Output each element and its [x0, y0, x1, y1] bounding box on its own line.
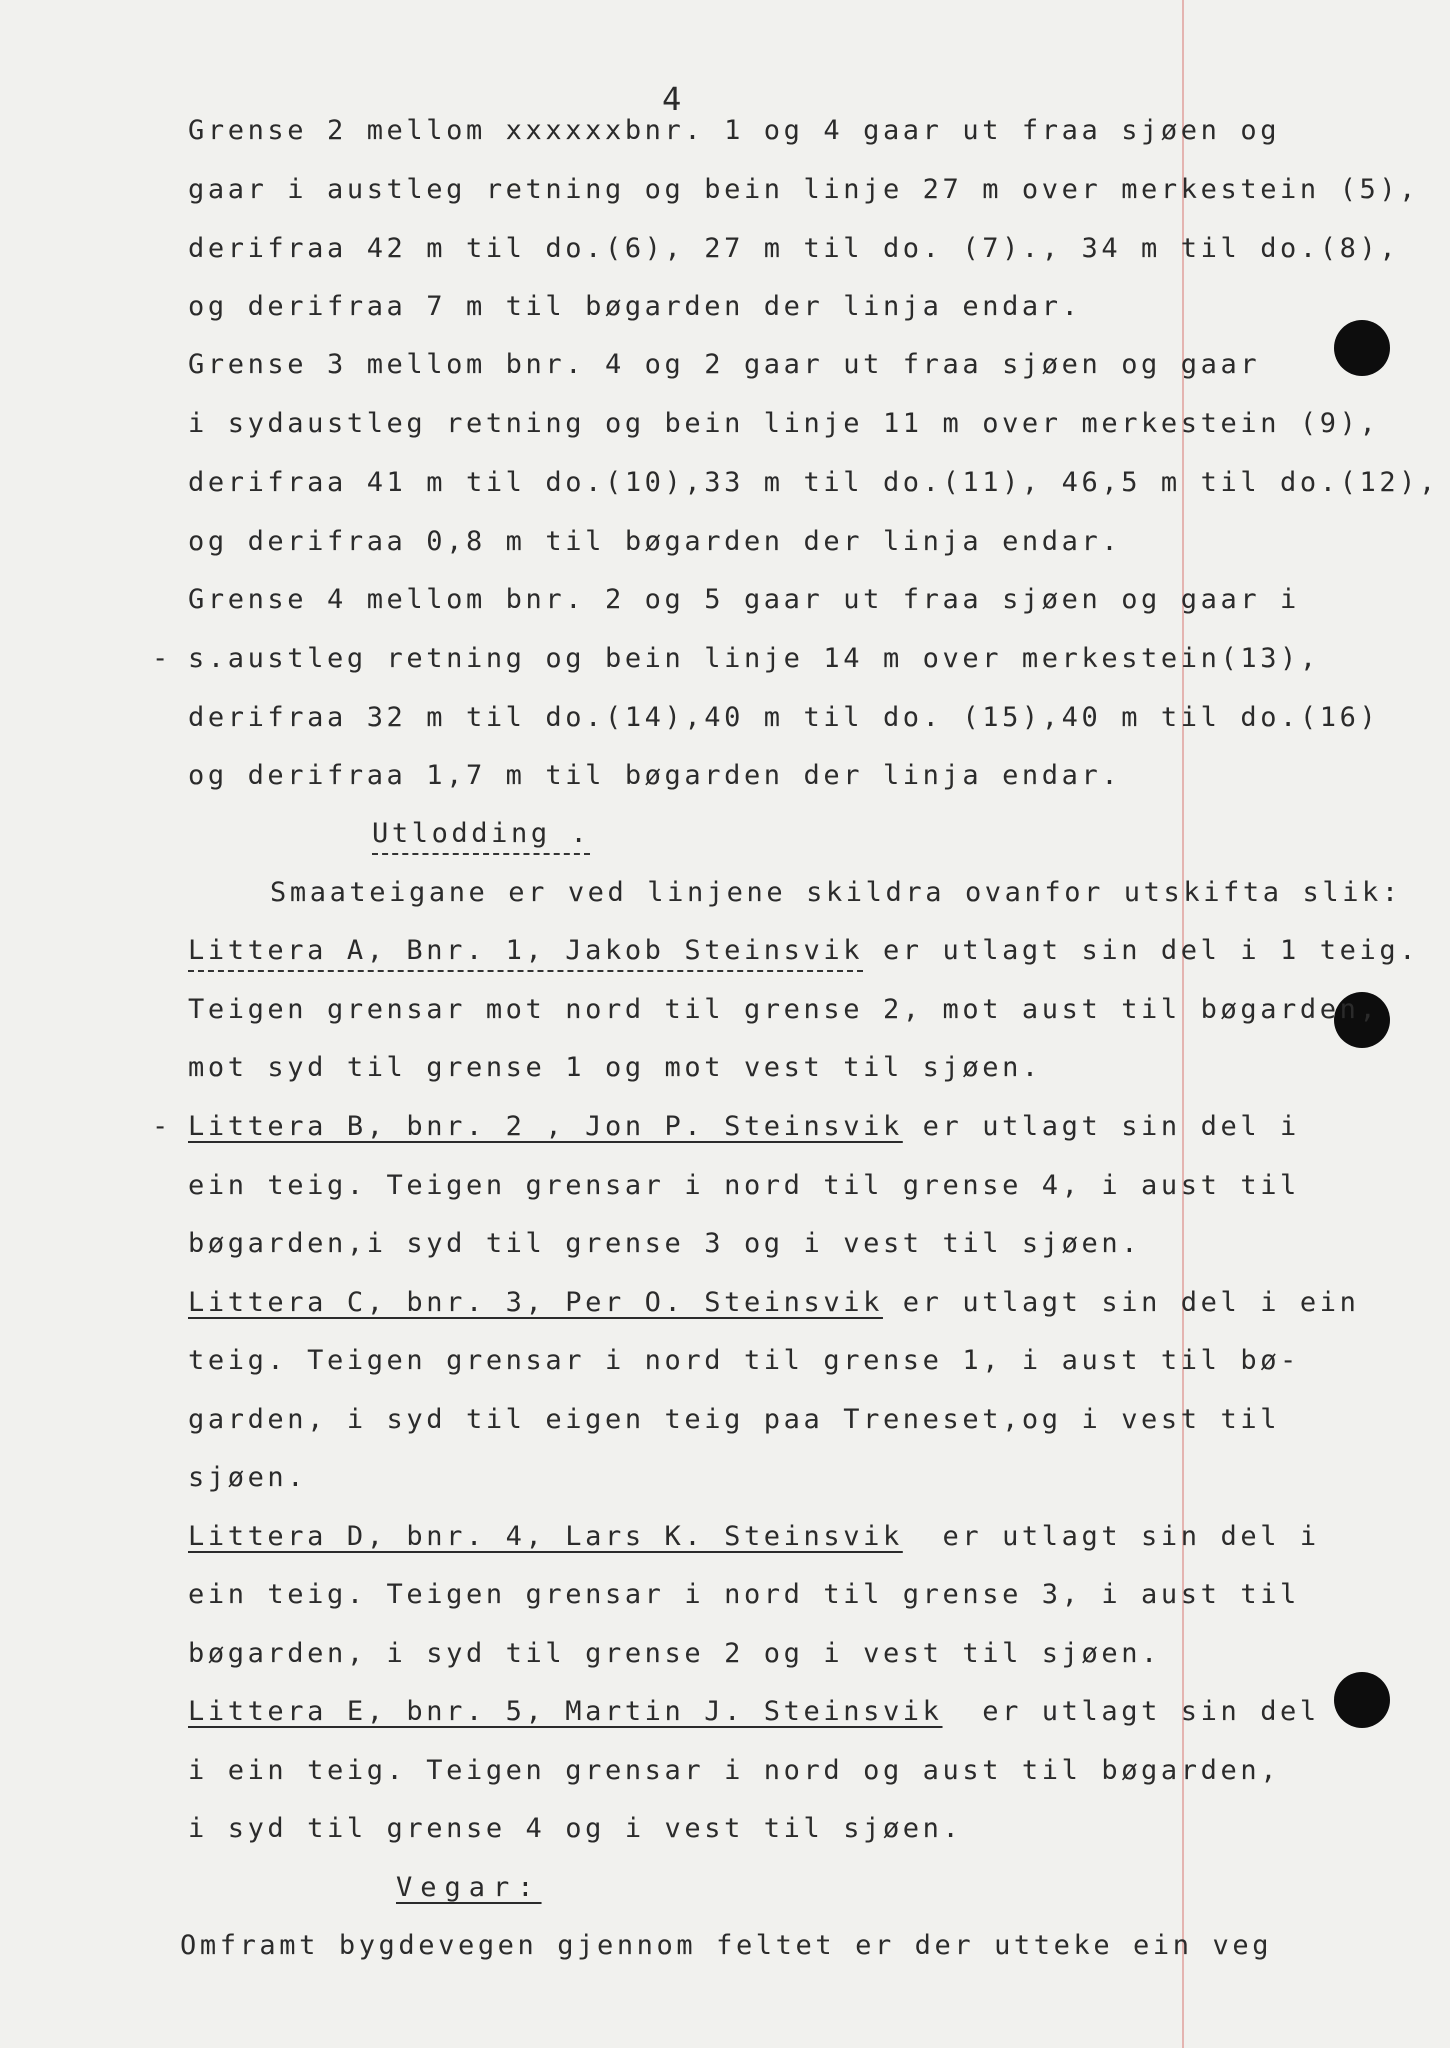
text-line: og derifraa 7 m til bøgarden der linja endar. [188, 291, 1082, 322]
littera-c: Littera C, bnr. 3, Per O. Steinsvik er utlagt sin del i ein [188, 1287, 1360, 1318]
section-heading: Utlodding . [372, 818, 590, 849]
text-line: Smaateigane er ved linjene skildra ovanfor utskifta slik: [270, 877, 1402, 908]
text-line: derifraa 32 m til do.(14),40 m til do. (15),40 m til do.(16) [188, 702, 1380, 733]
text-line: derifraa 41 m til do.(10),33 m til do.(11), 46,5 m til do.(12), [188, 467, 1439, 498]
text-line: Grense 2 mellom xxxxxxbnr. 1 og 4 gaar ut fraa sjøen og [188, 115, 1281, 146]
littera-a-label: Littera A, Bnr. 1, Jakob Steinsvik [188, 935, 863, 972]
text-line: Teigen grensar mot nord til grense 2, mot aust til bøgarden, [188, 994, 1380, 1025]
littera-e-label: Littera E, bnr. 5, Martin J. Steinsvik [188, 1696, 943, 1727]
punch-hole [1334, 320, 1390, 376]
text-line: i sydaustleg retning og bein linje 11 m over merkestein (9), [188, 408, 1380, 439]
text-line: teig. Teigen grensar i nord til grense 1, i aust til bø- [188, 1345, 1300, 1376]
text-line: i syd til grense 4 og i vest til sjøen. [188, 1813, 963, 1844]
text-line: ein teig. Teigen grensar i nord til grense 3, i aust til [188, 1579, 1300, 1610]
text-line: ein teig. Teigen grensar i nord til grense 4, i aust til [188, 1170, 1300, 1201]
littera-a: Littera A, Bnr. 1, Jakob Steinsvik er utlagt sin del i 1 teig. [188, 935, 1419, 966]
text-line: Omframt bygdevegen gjennom feltet er der utteke ein veg [180, 1930, 1273, 1961]
section-heading: Vegar: [396, 1872, 542, 1903]
littera-c-label: Littera C, bnr. 3, Per O. Steinsvik [188, 1287, 883, 1318]
page-number: 4 [662, 80, 682, 118]
margin-mark: - [152, 1111, 169, 1142]
littera-d: Littera D, bnr. 4, Lars K. Steinsvik er utlagt sin del i [188, 1521, 1320, 1552]
text-line: mot syd til grense 1 og mot vest til sjøen. [188, 1052, 1042, 1083]
punch-hole [1334, 1672, 1390, 1728]
text-line: Grense 4 mellom bnr. 2 og 5 gaar ut fraa sjøen og gaar i [188, 584, 1300, 615]
margin-mark: - [152, 643, 169, 674]
text-line: bøgarden,i syd til grense 3 og i vest til sjøen. [188, 1228, 1142, 1259]
text-line: derifraa 42 m til do.(6), 27 m til do. (7)., 34 m til do.(8), [188, 233, 1400, 264]
text-line: og derifraa 0,8 m til bøgarden der linja endar. [188, 526, 1122, 557]
littera-b-label: Littera B, bnr. 2 , Jon P. Steinsvik [188, 1111, 903, 1142]
text-line: og derifraa 1,7 m til bøgarden der linja endar. [188, 760, 1122, 791]
text-line: s.austleg retning og bein linje 14 m over merkestein(13), [188, 643, 1320, 674]
text-line: bøgarden, i syd til grense 2 og i vest til sjøen. [188, 1638, 1161, 1669]
text-line: gaar i austleg retning og bein linje 27 m over merkestein (5), [188, 174, 1420, 205]
text-line: i ein teig. Teigen grensar i nord og aust til bøgarden, [188, 1755, 1281, 1786]
text-line: garden, i syd til eigen teig paa Treneset,og i vest til [188, 1404, 1281, 1435]
littera-e: Littera E, bnr. 5, Martin J. Steinsvik er utlagt sin del [188, 1696, 1320, 1727]
littera-b: Littera B, bnr. 2 , Jon P. Steinsvik er utlagt sin del i [188, 1111, 1300, 1142]
littera-d-label: Littera D, bnr. 4, Lars K. Steinsvik [188, 1521, 903, 1552]
text-line: Grense 3 mellom bnr. 4 og 2 gaar ut fraa sjøen og gaar [188, 349, 1261, 380]
text-line: sjøen. [188, 1462, 308, 1493]
